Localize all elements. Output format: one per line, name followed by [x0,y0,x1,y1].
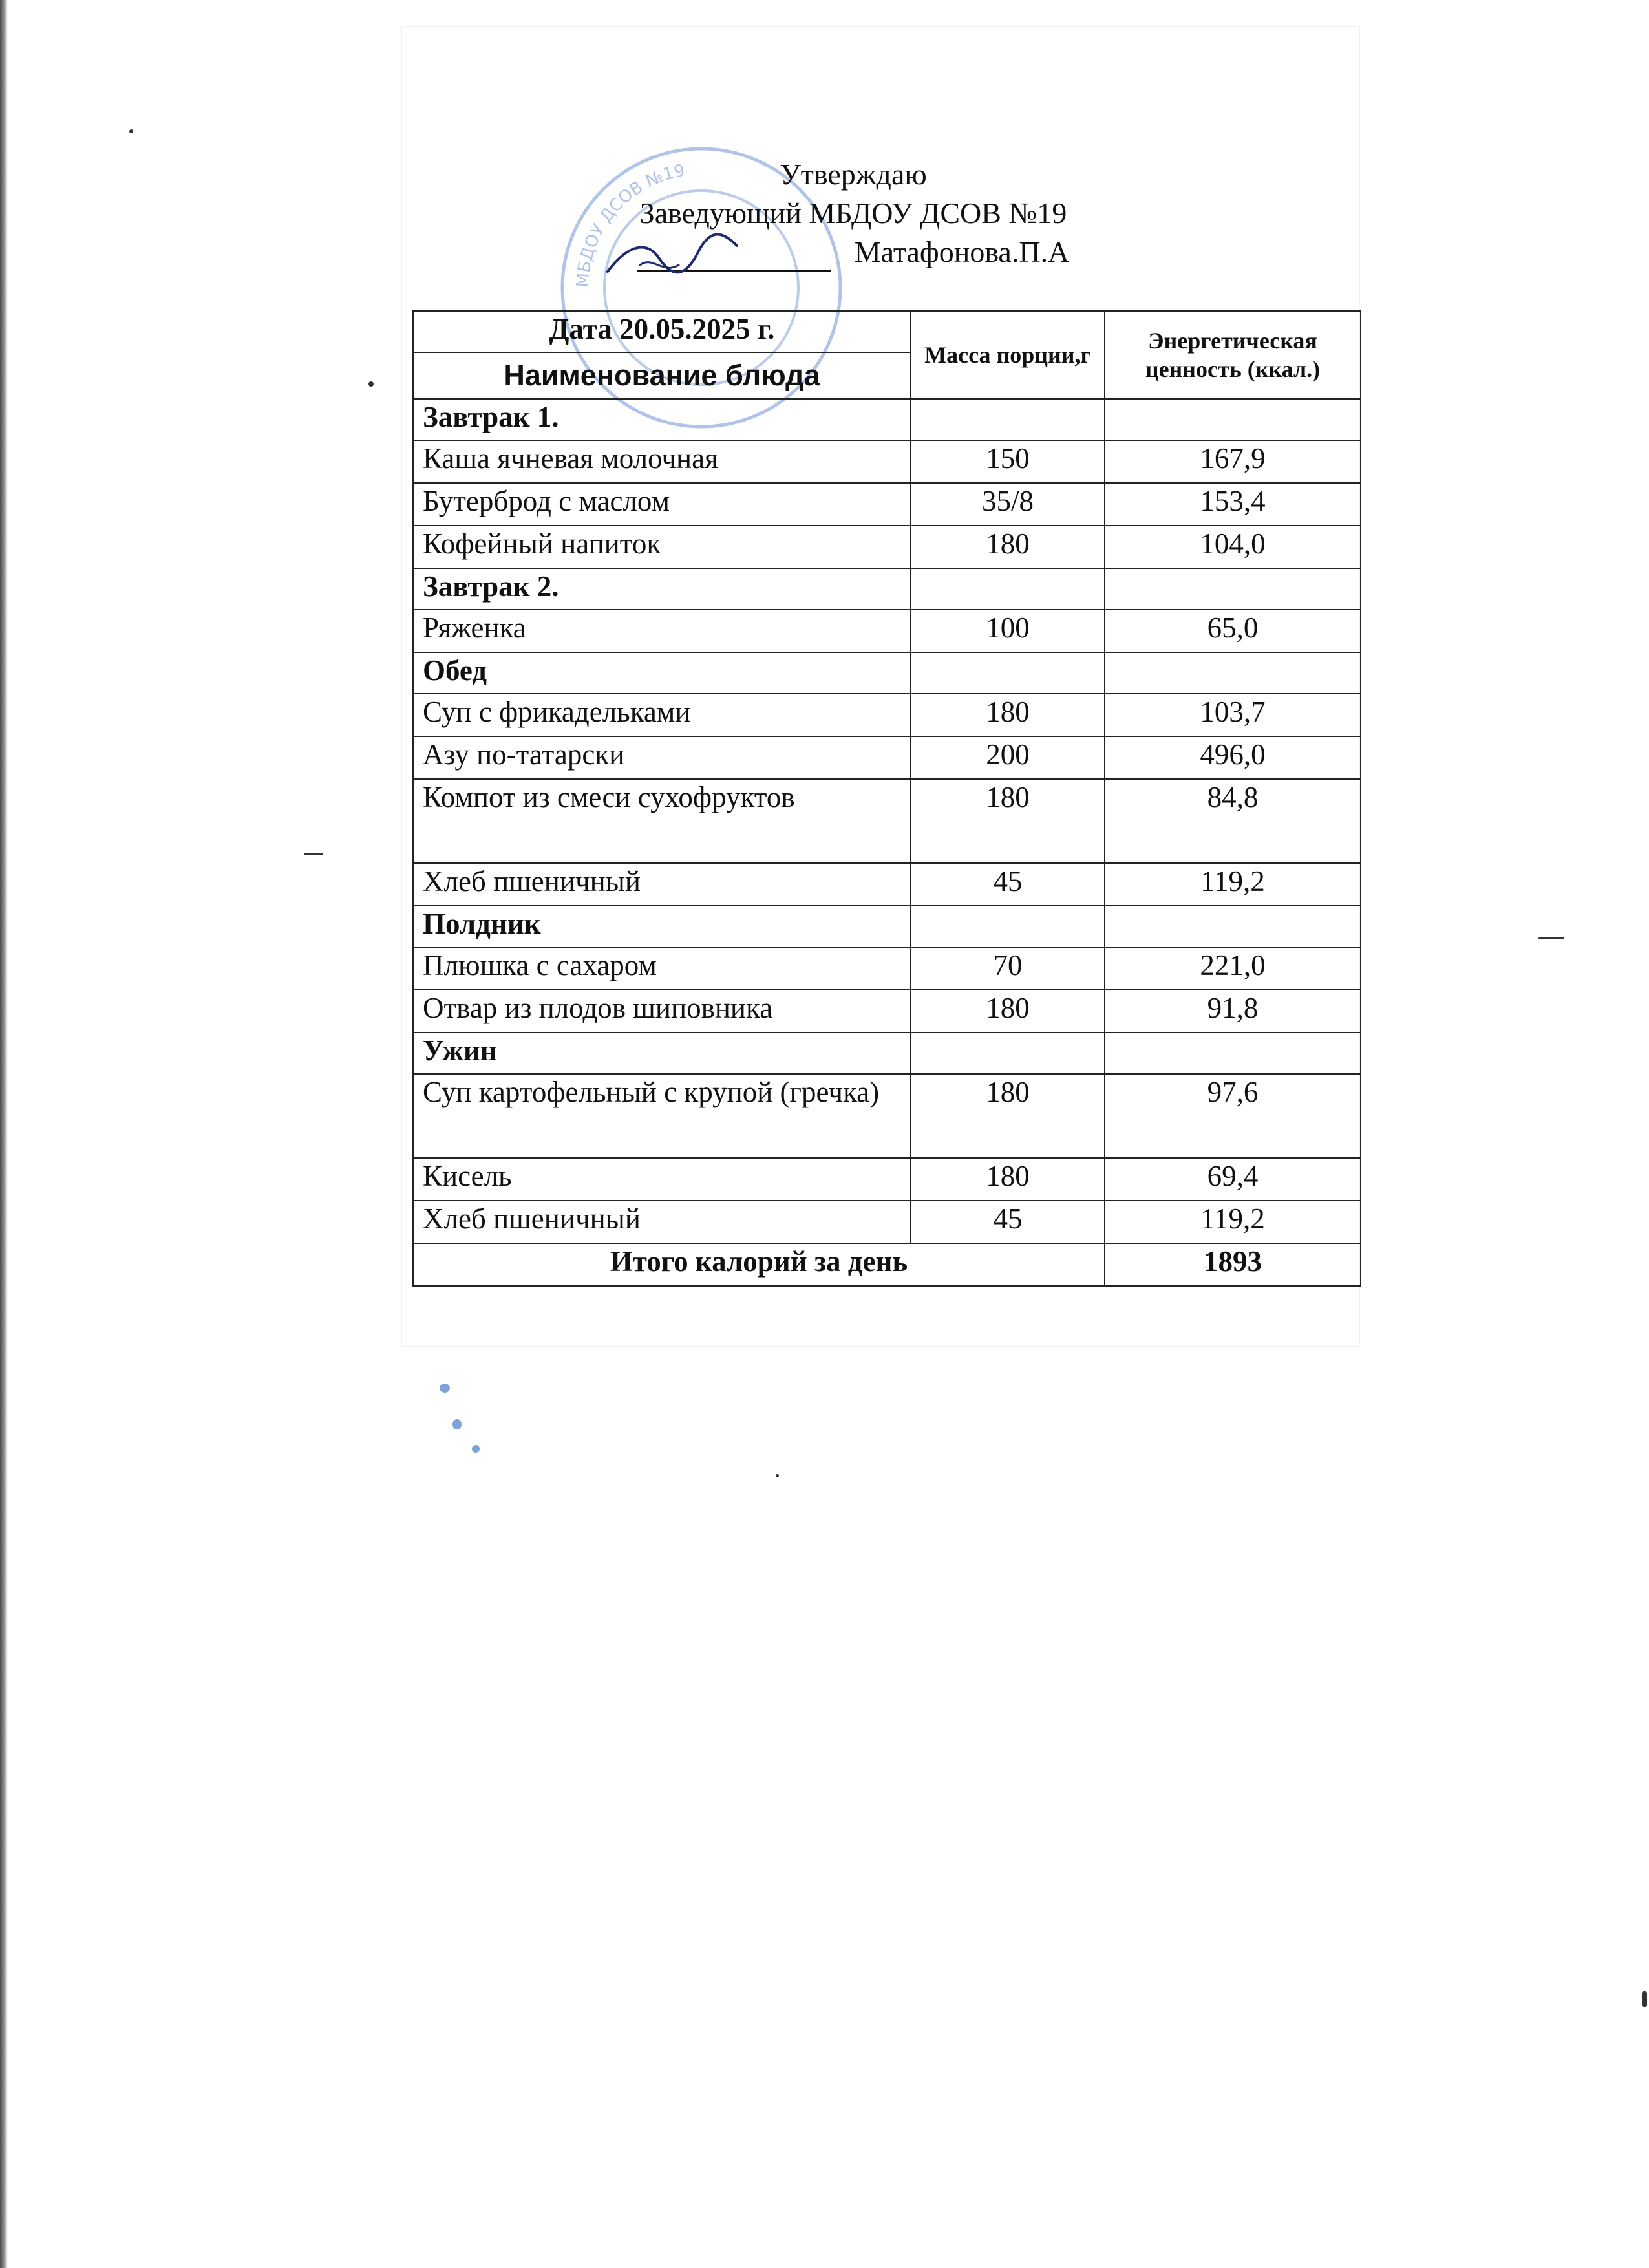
section-title: Завтрак 2. [413,568,911,610]
scan-speck [1642,1991,1647,2007]
stamp-text: МБДОУ ДСОВ №19 [573,160,686,288]
dish-name: Азу по-татарски [413,736,911,779]
dish-name: Бутерброд с маслом [413,483,911,526]
dish-kcal: 221,0 [1105,947,1361,990]
dish-kcal: 496,0 [1105,736,1361,779]
table-row [413,1201,1361,1243]
scan-speck [368,381,374,387]
scan-edge [0,0,8,2268]
scan-speck [304,853,323,855]
dish-mass: 45 [911,863,1105,906]
dish-mass: 180 [911,990,1105,1032]
dish-mass: 180 [911,526,1105,568]
dish-name: Отвар из плодов шиповника [413,990,911,1032]
ink-speck [440,1384,450,1393]
header-mass: Масса порции,г [911,311,1105,399]
ink-speck [472,1445,480,1453]
dish-mass: 180 [911,694,1105,736]
table-row [413,610,1361,652]
dish-name: Плюшка с сахаром [413,947,911,990]
table-row [413,440,1361,483]
table-row [413,483,1361,526]
scan-speck [776,1474,779,1477]
dish-mass: 35/8 [911,483,1105,526]
table-row [413,947,1361,990]
table-row [413,736,1361,779]
table-row [413,526,1361,568]
table-row [413,1074,1361,1158]
dish-kcal: 167,9 [1105,440,1361,483]
dish-name: Хлеб пшеничный [413,863,911,906]
section-title: Завтрак 1. [413,399,911,440]
dish-name: Кофейный напиток [413,526,911,568]
table-row [413,694,1361,736]
dish-kcal: 153,4 [1105,483,1361,526]
dish-kcal: 69,4 [1105,1158,1361,1201]
section-title: Обед [413,652,911,694]
section-title: Полдник [413,906,911,947]
handwritten-signature [601,220,743,297]
menu-table [412,310,1361,1287]
dish-mass: 180 [911,1158,1105,1201]
dish-mass: 180 [911,1074,1105,1158]
approval-signature-row [491,233,1215,272]
dish-kcal: 97,6 [1105,1074,1361,1158]
section-title: Ужин [413,1032,911,1074]
section-row [413,906,1361,947]
table-row [413,1158,1361,1201]
dish-name: Хлеб пшеничный [413,1201,911,1243]
header-energy: Энергетическая ценность (ккал.) [1105,311,1361,399]
section-row [413,399,1361,440]
dish-name: Суп картофельный с крупой (гречка) [413,1074,911,1158]
dish-kcal: 84,8 [1105,779,1361,863]
dish-mass: 200 [911,736,1105,779]
total-row [413,1243,1361,1286]
dish-name: Каша ячневая молочная [413,440,911,483]
dish-kcal: 104,0 [1105,526,1361,568]
approval-block [491,155,1215,272]
dish-mass: 45 [911,1201,1105,1243]
dish-name: Суп с фрикадельками [413,694,911,736]
table-row [413,863,1361,906]
table-row [413,990,1361,1032]
dish-name: Кисель [413,1158,911,1201]
dish-kcal: 103,7 [1105,694,1361,736]
dish-mass: 180 [911,779,1105,863]
dish-kcal: 91,8 [1105,990,1361,1032]
approval-position: Заведующий МБДОУ ДСОВ №19 [639,197,1067,230]
approval-name: Матафонова.П.А [854,235,1070,268]
dish-name: Ряженка [413,610,911,652]
ink-speck [452,1419,462,1429]
approval-title: Утверждаю [780,158,927,191]
dish-kcal: 119,2 [1105,863,1361,906]
section-row [413,1032,1361,1074]
dish-mass: 100 [911,610,1105,652]
dish-kcal: 119,2 [1105,1201,1361,1243]
total-value: 1893 [1105,1243,1361,1286]
header-row [413,311,1361,352]
dish-mass: 150 [911,440,1105,483]
scan-speck [129,129,133,133]
total-label: Итого калорий за день [413,1243,1105,1286]
table-row [413,779,1361,863]
dish-kcal: 65,0 [1105,610,1361,652]
dish-name: Компот из смеси сухофруктов [413,779,911,863]
header-date: Дата 20.05.2025 г. [413,311,911,352]
section-row [413,568,1361,610]
dish-mass: 70 [911,947,1105,990]
section-row [413,652,1361,694]
scan-speck [1538,937,1564,939]
header-dish-name: Наименование блюда [413,352,911,399]
